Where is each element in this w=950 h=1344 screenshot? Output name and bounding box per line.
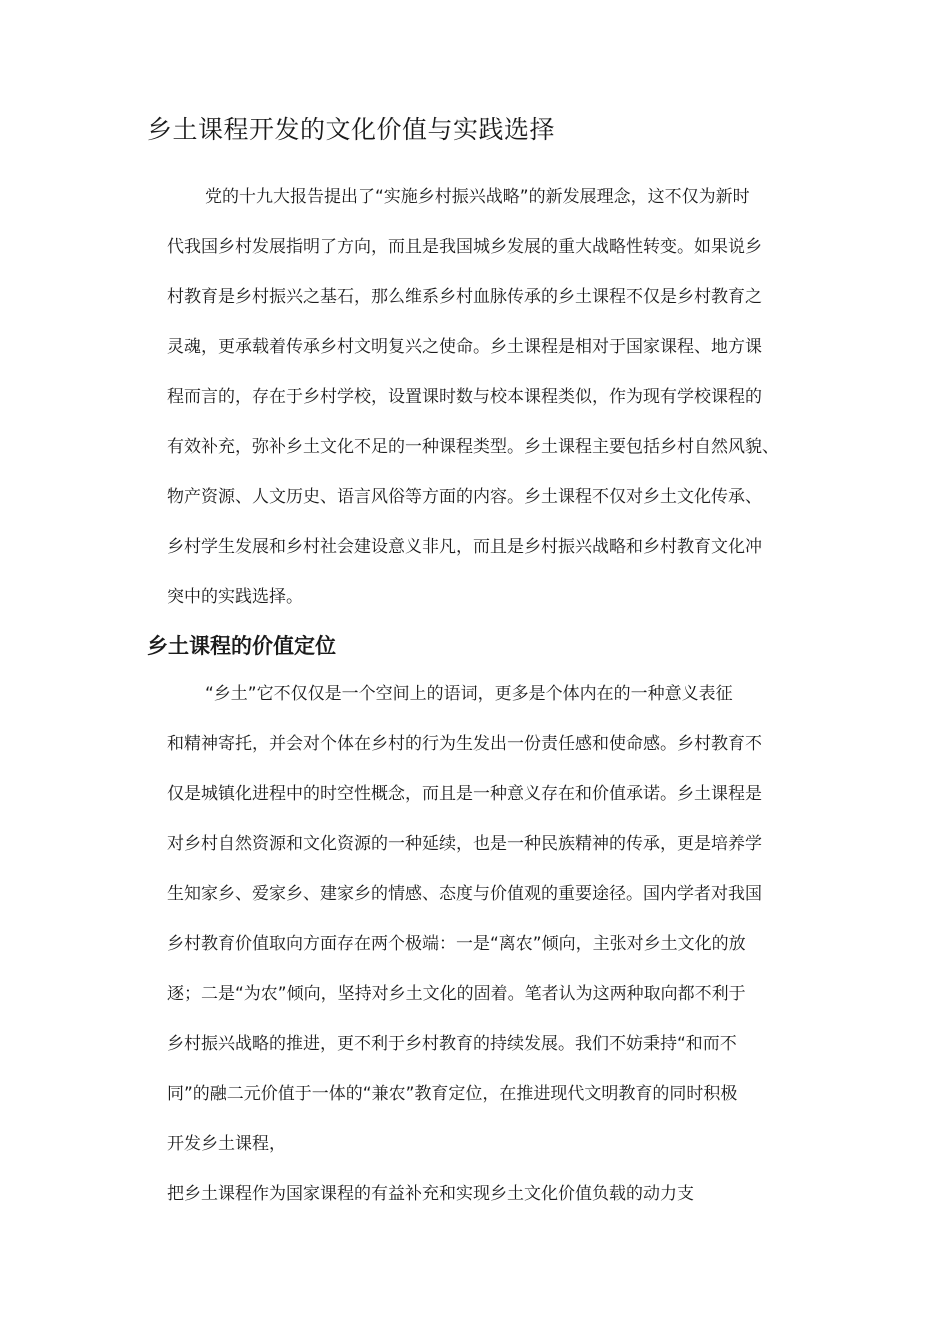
paragraph-value-positioning: [167, 669, 817, 1169]
paragraph-line: 物产资源、人文历史、语言风俗等方面的内容。乡土课程不仅对乡土文化传承、: [167, 487, 762, 507]
paragraph-line: 乡村振兴战略的推进，更不利于乡村教育的持续发展。我们不妨秉持“和而不: [167, 1034, 737, 1054]
paragraph-line: 突中的实践选择。: [167, 587, 303, 607]
paragraph-line: 党的十九大报告提出了“实施乡村振兴战略”的新发展理念，这不仅为新时: [205, 187, 750, 207]
paragraph-line: 有效补充，弥补乡土文化不足的一种课程类型。乡土课程主要包括乡村自然风貌、: [167, 437, 779, 457]
paragraph-line: 代我国乡村发展指明了方向，而且是我国城乡发展的重大战略性转变。如果说乡: [167, 237, 762, 257]
document-title: 乡土课程开发的文化价值与实践选择: [147, 115, 556, 144]
paragraph-line: 村教育是乡村振兴之基石，那么维系乡村血脉传承的乡土课程不仅是乡村教育之: [167, 287, 762, 307]
paragraph-line: 对乡村自然资源和文化资源的一种延续，也是一种民族精神的传承，更是培养学: [167, 834, 762, 854]
paragraph-intro: [167, 172, 817, 622]
paragraph-line: 灵魂，更承载着传承乡村文明复兴之使命。乡土课程是相对于国家课程、地方课: [167, 337, 762, 357]
paragraph-line: 乡村教育价值取向方面存在两个极端：一是“离农”倾向，主张对乡土文化的放: [167, 934, 746, 954]
paragraph-line: 开发乡土课程，: [167, 1134, 286, 1154]
paragraph-line: 逐；二是“为农”倾向，坚持对乡土文化的固着。笔者认为这两种取向都不利于: [167, 984, 746, 1004]
paragraph-line: 生知家乡、爱家乡、建家乡的情感、态度与价值观的重要途径。国内学者对我国: [167, 884, 762, 904]
paragraph-line: “乡土”它不仅仅是一个空间上的语词，更多是个体内在的一种意义表征: [205, 684, 733, 704]
paragraph-line: 和精神寄托，并会对个体在乡村的行为生发出一份责任感和使命感。乡村教育不: [167, 734, 762, 754]
paragraph-line: 把乡土课程作为国家课程的有益补充和实现乡土文化价值负载的动力支: [167, 1184, 694, 1204]
paragraph-line: 乡村学生发展和乡村社会建设意义非凡，而且是乡村振兴战略和乡村教育文化冲: [167, 537, 762, 557]
paragraph-line: 同”的融二元价值于一体的“兼农”教育定位，在推进现代文明教育的同时积极: [167, 1084, 738, 1104]
paragraph-line: 仅是城镇化进程中的时空性概念，而且是一种意义存在和价值承诺。乡土课程是: [167, 784, 762, 804]
paragraph-continuation: [167, 1169, 817, 1219]
section-heading: 乡土课程的价值定位: [147, 634, 336, 658]
paragraph-line: 程而言的，存在于乡村学校，设置课时数与校本课程类似，作为现有学校课程的: [167, 387, 762, 407]
